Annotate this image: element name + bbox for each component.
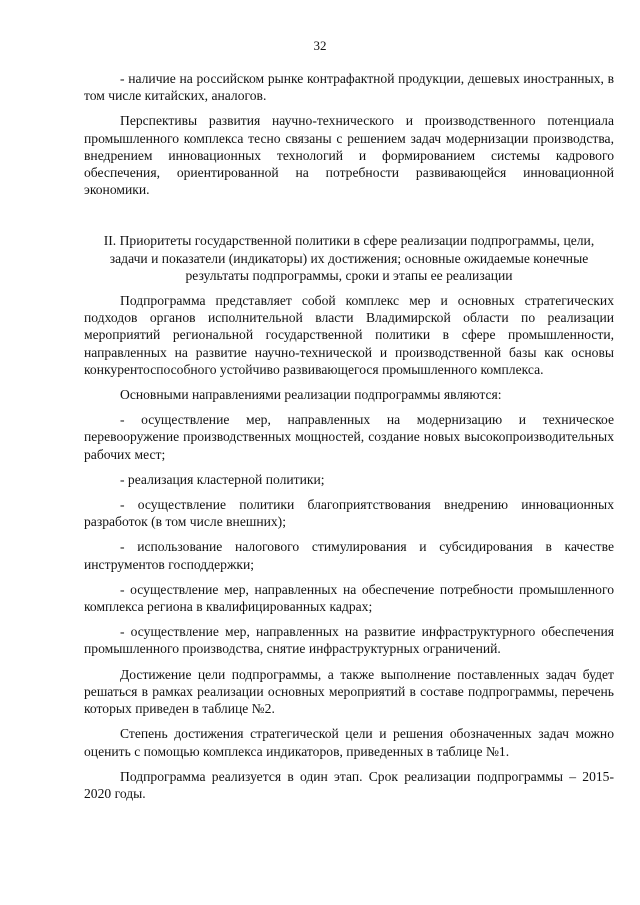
paragraph: Подпрограмма реализуется в один этап. Срок реализации подпрограммы – 2015-2020 годы.: [84, 768, 614, 801]
paragraph: Основными направлениями реализации подпрограммы являются:: [120, 387, 502, 403]
list-item: - использование налогового стимулирования и субсидирования в качестве инструментов господдержки;: [84, 539, 614, 572]
paragraph: Степень достижения стратегической цели и решения обозначенных задач можно оценить с помощью комплекса индикаторов, приведенных в таблице №1.: [84, 726, 614, 759]
list-item: - осуществление мер, направленных на обеспечение потребности промышленного комплекса региона в квалифицированных кадрах;: [84, 581, 614, 615]
paragraph: - наличие на российском рынке контрафактной продукции, дешевых иностранных, в том числе китайских, аналогов.: [84, 71, 614, 104]
list-item: - реализация кластерной политики;: [120, 471, 325, 487]
paragraph: Подпрограмма представляет собой комплекс мер и основных стратегических подходов органов исполнительной власти Владимирской области по реализации мероприятий региональной государственной политики в сфере промышленности, направленных на развитие научно-технической и производственной базы как основы конкурентоспособного устойчиво развивающегося промышленного комплекса.: [84, 293, 614, 377]
list-item: - осуществление политики благоприятствования внедрению инновационных разработок (в том числе внешних);: [84, 497, 614, 530]
paragraph: Перспективы развития научно-технического и производственного потенциала промышленного комплекса тесно связаны с решением задач модернизации производства, внедрением инновационных технологий и формированием системы кадрового обеспечения, ориентированной на потребности развивающейся инновационной экономики.: [84, 113, 614, 198]
list-item: - осуществление мер, направленных на модернизацию и техническое перевооружение производственных мощностей, создание новых высокопроизводительных рабочих мест;: [84, 412, 614, 462]
list-item: - осуществление мер, направленных на развитие инфраструктурного обеспечения промышленного производства, снятие инфраструктурных ограничений.: [84, 624, 614, 657]
section-heading: II. Приоритеты государственной политики в сфере реализации подпрограммы, цели, задачи и показатели (индикаторы) их достижения; основные ожидаемые конечные результаты подпрограммы, сроки и этапы ее реализации: [103, 233, 595, 283]
page-number: 32: [313, 38, 327, 53]
document-body: [84, 70, 614, 810]
paragraph: Достижение цели подпрограммы, а также выполнение поставленных задач будет решаться в рамках реализации основных мероприятий в составе подпрограммы, перечень которых приведен в таблице №2.: [84, 666, 614, 717]
